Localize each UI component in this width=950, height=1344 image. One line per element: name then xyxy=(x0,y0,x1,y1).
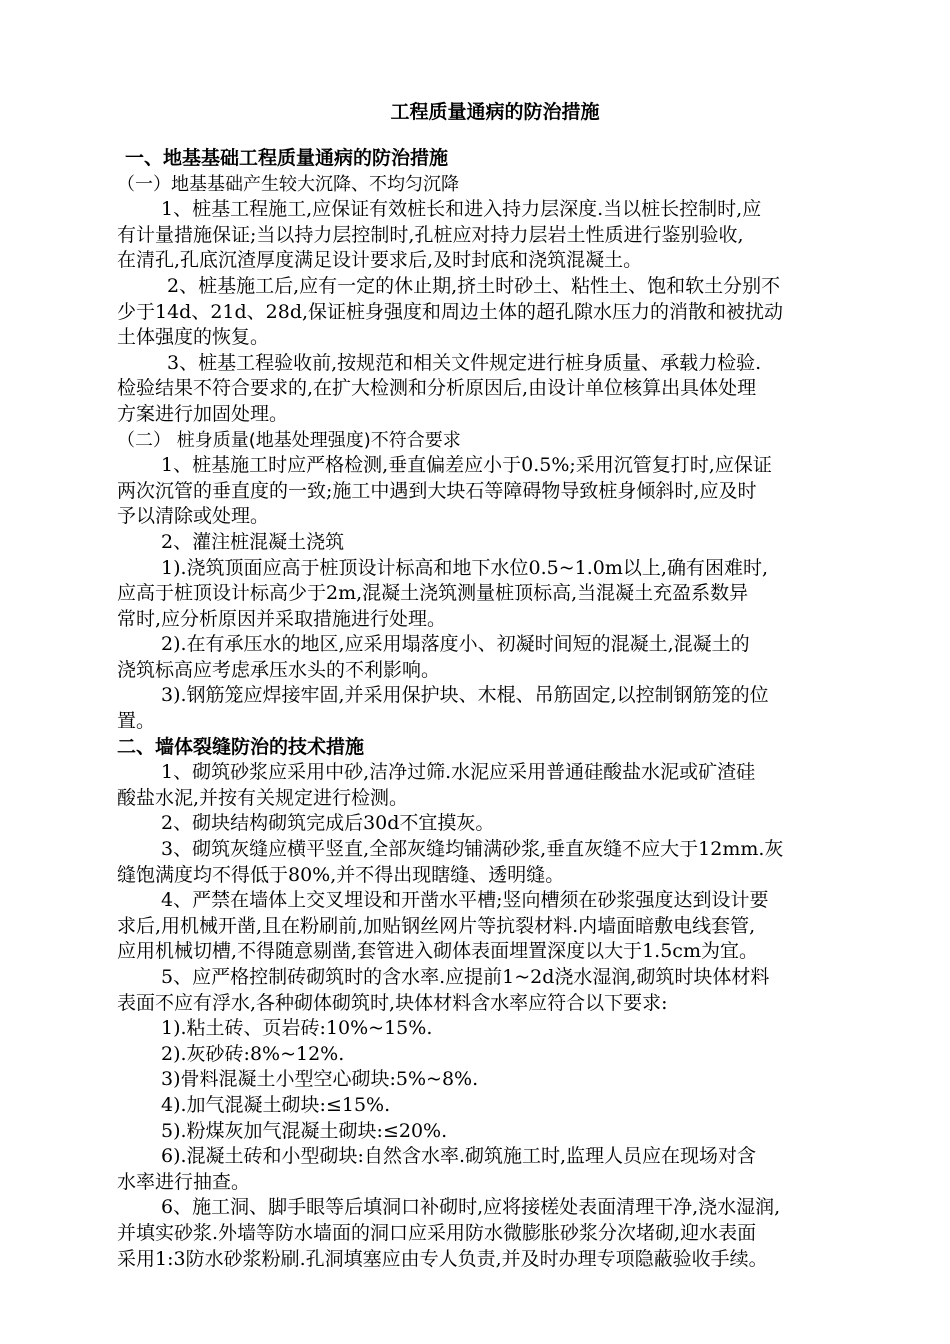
text-line: 浇筑标高应考虑承压水头的不利影响。 xyxy=(117,658,441,681)
text-line: 应用机械切槽,不得随意剔凿,套管进入砌体表面埋置深度以大于1.5cm为宜。 xyxy=(117,940,758,963)
text-line: 2).在有承压水的地区,应采用塌落度小、初凝时间短的混凝土,混凝土的 xyxy=(161,633,750,656)
text-line: 表面不应有浮水,各种砌体砌筑时,块体材料含水率应符合以下要求: xyxy=(117,991,668,1014)
text-line: 5、应严格控制砖砌筑时的含水率.应提前1~2d浇水湿润,砌筑时块体材料 xyxy=(161,966,770,988)
text-line: 1).粘土砖、页岩砖:10%~15%. xyxy=(161,1017,433,1040)
text-line: 土体强度的恢复。 xyxy=(117,326,270,349)
text-line: 应高于桩顶设计标高少于2m,混凝土浇筑测量桩顶标高,当混凝土充盈系数异 xyxy=(117,582,749,605)
text-line: 在清孔,孔底沉渣厚度满足设计要求后,及时封底和浇筑混凝土。 xyxy=(117,249,643,272)
text-line: 酸盐水泥,并按有关规定进行检测。 xyxy=(117,786,409,809)
text-line: 少于14d、21d、28d,保证桩身强度和周边土体的超孔隙水压力的消散和被扰动 xyxy=(117,300,784,323)
text-line: 3、桩基工程验收前,按规范和相关文件规定进行桩身质量、承载力检验. xyxy=(167,351,762,374)
text-line: 两次沉管的垂直度的一致;施工中遇到大块石等障碍物导致桩身倾斜时,应及时 xyxy=(117,479,757,502)
text-line: 予以清除或处理。 xyxy=(117,505,270,528)
text-line: 置。 xyxy=(117,710,156,733)
text-line: 2).灰砂砖:8%~12%. xyxy=(161,1042,345,1065)
text-line: 6、施工洞、脚手眼等后填洞口补砌时,应将接槎处表面清理干净,浇水湿润, xyxy=(161,1196,781,1219)
subsection-heading: （一）地基基础产生较大沉降、不均匀沉降 xyxy=(117,173,459,195)
text-line: 1、砌筑砂浆应采用中砂,洁净过筛.水泥应采用普通硅酸盐水泥或矿渣硅 xyxy=(161,761,756,784)
text-line: 4、严禁在墙体上交叉埋设和开凿水平槽;竖向槽须在砂浆强度达到设计要 xyxy=(161,889,769,912)
text-line: 缝饱满度均不得低于80%,并不得出现瞎缝、透明缝。 xyxy=(117,863,565,886)
text-line: 3)骨料混凝土小型空心砌块:5%~8%. xyxy=(161,1068,479,1091)
text-line: 5).粉煤灰加气混凝土砌块:≤20%. xyxy=(161,1119,448,1142)
text-line: 求后,用机械开凿,且在粉刷前,加贴钢丝网片等抗裂材料.内墙面暗敷电线套管, xyxy=(117,914,756,937)
text-line: 并填实砂浆.外墙等防水墙面的洞口应采用防水微膨胀砂浆分次堵砌,迎水表面 xyxy=(117,1221,757,1244)
text-line: 6).混凝土砖和小型砌块:自然含水率.砌筑施工时,监理人员应在现场对含 xyxy=(161,1145,757,1168)
text-line: 2、灌注桩混凝土浇筑 xyxy=(161,530,345,553)
text-line: 2、砌块结构砌筑完成后30d不宜摸灰。 xyxy=(161,812,495,835)
text-line: 采用1:3防水砂浆粉刷.孔洞填塞应由专人负责,并及时办理专项隐蔽验收手续。 xyxy=(117,1247,768,1270)
text-line: 检验结果不符合要求的,在扩大检测和分析原因后,由设计单位核算出具体处理 xyxy=(117,377,757,400)
text-line: 1).浇筑顶面应高于桩顶设计标高和地下水位0.5~1.0m以上,确有困难时, xyxy=(161,556,768,579)
text-line: 4).加气混凝土砌块:≤15%. xyxy=(161,1093,391,1116)
text-line: 有计量措施保证;当以持力层控制时,孔桩应对持力层岩土性质进行鉴别验收, xyxy=(117,223,744,246)
document-title: 工程质量通病的防治措施 xyxy=(390,101,600,123)
text-line: 水率进行抽查。 xyxy=(117,1170,251,1193)
text-line: 常时,应分析原因并采取措施进行处理。 xyxy=(117,607,447,630)
text-line: 2、桩基施工后,应有一定的休止期,挤土时砂土、粘性土、饱和软土分别不 xyxy=(167,274,781,297)
document-body xyxy=(117,146,882,1272)
section-heading: 一、地基基础工程质量通病的防治措施 xyxy=(125,147,449,169)
section-heading: 二、墙体裂缝防治的技术措施 xyxy=(117,735,365,758)
subsection-heading: （二） 桩身质量(地基处理强度)不符合要求 xyxy=(117,429,461,451)
text-line: 3).钢筋笼应焊接牢固,并采用保护块、木棍、吊筋固定,以控制钢筋笼的位 xyxy=(161,684,769,707)
text-line: 3、砌筑灰缝应横平竖直,全部灰缝均铺满砂浆,垂直灰缝不应大于12mm.灰 xyxy=(161,838,784,861)
text-line: 1、桩基施工时应严格检测,垂直偏差应小于0.5%;采用沉管复打时,应保证 xyxy=(161,454,772,477)
text-line: 方案进行加固处理。 xyxy=(117,402,289,425)
text-line: 1、桩基工程施工,应保证有效桩长和进入持力层深度.当以桩长控制时,应 xyxy=(161,198,762,221)
